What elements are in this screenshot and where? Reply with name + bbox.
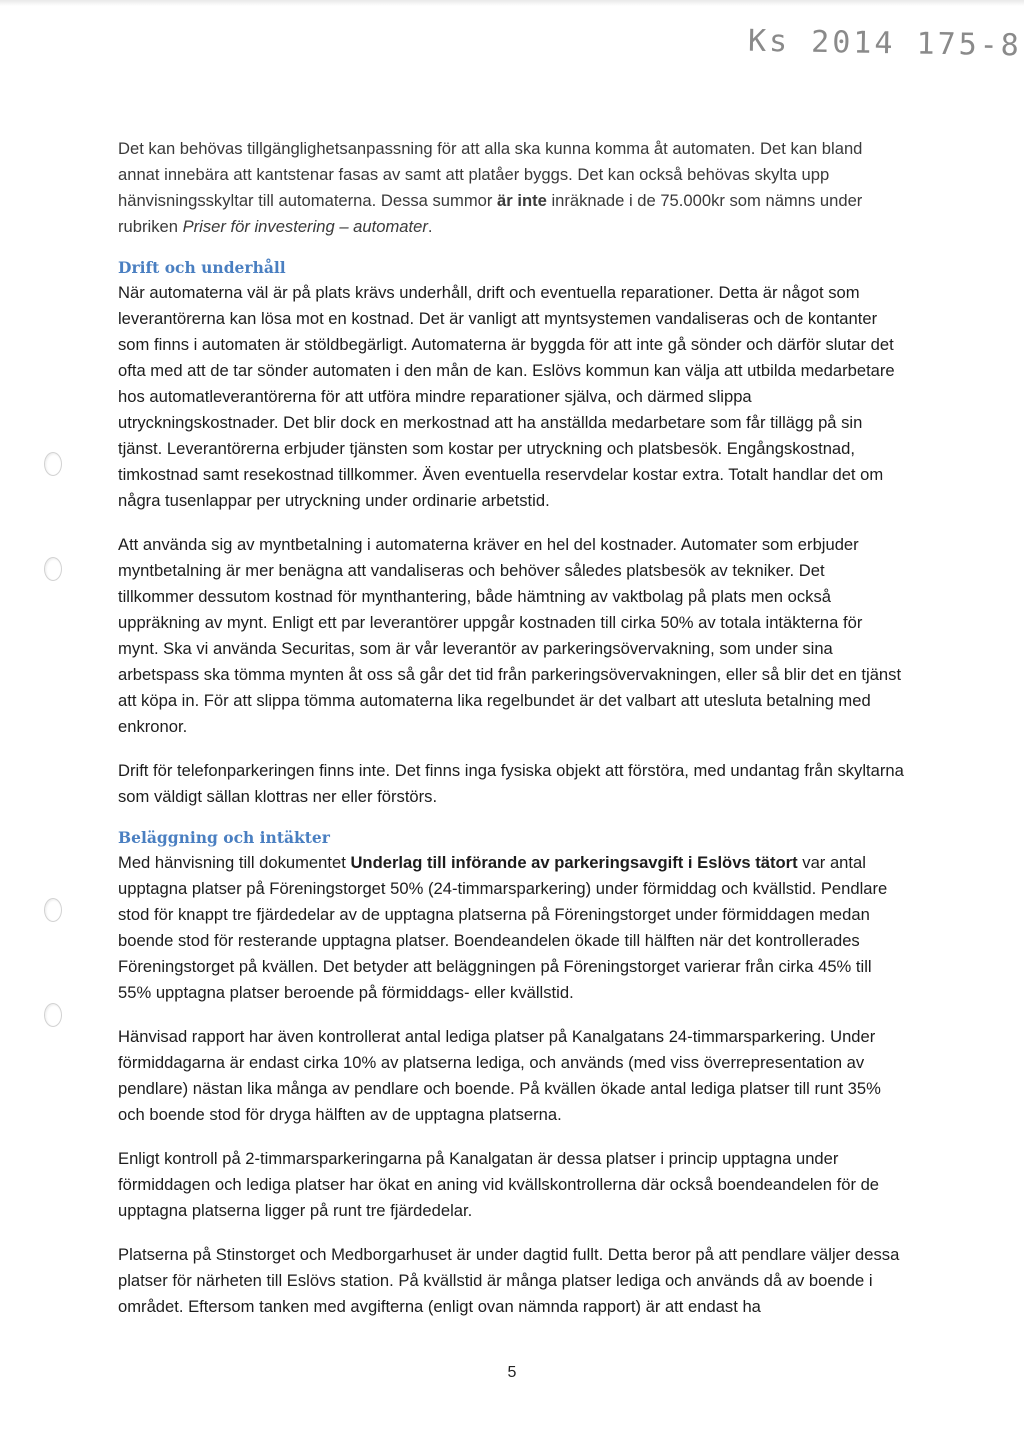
section-heading-drift: Drift och underhåll [118, 258, 286, 277]
page-body [118, 136, 904, 1320]
punch-hole-icon [44, 1003, 62, 1027]
punch-hole-icon [44, 898, 62, 922]
page-number: 5 [507, 1364, 517, 1381]
belaggning-paragraph-3: Enligt kontroll på 2-timmarsparkeringarna på Kanalgatan är dessa platser i princip upptagna under förmiddagen och lediga platser har ökat en aning vid kvällskontrollerna där också boendeandelen för de upptagna platserna ligger på runt tre fjärdedelar. [118, 1149, 880, 1220]
punch-hole-icon [44, 557, 62, 581]
belaggning-paragraph-4: Platserna på Stinstorget och Medborgarhuset är under dagtid fullt. Detta beror på att pendlare väljer dessa platser för närheten till Eslövs station. På kvällstid är många platser lediga och används då av boende i området. Eftersom tanken med avgifterna (enligt ovan nämnda rapport) är att endast ha [118, 1245, 900, 1316]
drift-paragraph-2: Att använda sig av myntbetalning i automaterna kräver en hel del kostnader. Automater som erbjuder myntbetalning är mer benägna att vandaliseras och behöver således platsbesök av tekniker. Det tillkommer dessutom kostnad för mynthantering, både hämtning av vaktbolag på plats men också uppräkning av mynt. Enligt ett par leverantörer uppgår kostnaden till cirka 50% av totala intäkterna för mynt. Ska vi använda Securitas, som är vår leverantör av parkeringsövervakning, som under sina arbetspass ska tömma mynten åt oss så går det tid från parkeringsövervakningen, eller så blir det en tjänst att köpa in. För att slippa tömma automaterna lika regelbundet är det valbart att utesluta betalning med enkronor. [118, 535, 902, 736]
drift-paragraph-3: Drift för telefonparkeringen finns inte. Det finns inga fysiska objekt att förstöra, med undantag från skyltarna som väldigt sällan klottras ner eller förstörs. [118, 761, 904, 806]
punch-hole-icon [44, 452, 62, 476]
belaggning-text-a: Med hänvisning till dokumentet [118, 853, 351, 872]
section-heading-belaggning: Beläggning och intäkter [118, 828, 330, 847]
intro-text-b: inräknade i de 75.000kr som nämns under rubriken [118, 191, 863, 236]
belaggning-text-b: var antal upptagna platser på Föreningstorget 50% (24-timmarsparkering) under förmiddag och kvällstid. Pendlare stod för knappt tre fjärdedelar av de upptagna platserna på Föreningstorget under förmiddagen medan boende stod för resterande upptagna platser. Boendeandelen ökade till hälften när det kontrollerades Föreningstorget på kvällen. Det betyder att beläggningen på Föreningstorget varierar från cirka 45% till 55% upptagna platser beroende på förmiddags- eller kvällstid. [118, 853, 888, 1002]
intro-text-a: Det kan behövas tillgänglighetsanpassning för att alla ska kunna komma åt automaten. Det kan bland annat innebära att kantstenar fasas av samt att platåer byggs. Det kan också behövas skylta upp hänvisningsskyltar till automaterna. Dessa summor [118, 139, 863, 210]
intro-paragraph [118, 136, 904, 240]
document-reference: Underlag till införande av parkeringsavgift i Eslövs tätort [350, 853, 798, 872]
drift-paragraph-1: När automaterna väl är på plats krävs underhåll, drift och eventuella reparationer. Detta är något som leverantörerna kan lösa mot en kostnad. Det är vanligt att myntsystemen vandaliseras och de kontanter som finns i automaten är stöldbegärligt. Automaterna är byggda för att inte gå sönder och därför slutar det ofta med att de tar sönder automaten i den mån de kan. Eslövs kommun kan välja att utbilda medarbetare hos automatleverantörerna för att utföra mindre reparationer själva, och därmed slippa utryckningskostnader. Det blir dock en merkostnad att ha anställda medarbetare som får tillägg på sin tjänst. Leverantörerna erbjuder tjänsten som kostar per utryckning och platsbesök. Engångskostnad, timkostnad samt resekostnad tillkommer. Även eventuella reservdelar kostar extra. Totalt handlar det om några tusenlappar per utryckning under ordinarie arbetstid. [118, 283, 895, 510]
belaggning-paragraph-2: Hänvisad rapport har även kontrollerat antal lediga platser på Kanalgatans 24-timmarsparkering. Under förmiddagarna är endast cirka 10% av platserna lediga, och används (med viss överrepresentation av pendlare) nästan lika många av pendlare och boende. På kvällen ökade antal lediga platser till runt 35% och boende stod för dryga hälften av de upptagna platserna. [118, 1027, 881, 1124]
handwritten-stamp: Ks 2014 175-8 [747, 23, 1023, 64]
intro-text-end: . [427, 217, 433, 236]
intro-reference: Priser för investering – automater [182, 217, 428, 236]
scan-edge [0, 0, 1024, 6]
belaggning-paragraph-1 [118, 850, 904, 1006]
intro-emphasis: är inte [497, 191, 547, 210]
